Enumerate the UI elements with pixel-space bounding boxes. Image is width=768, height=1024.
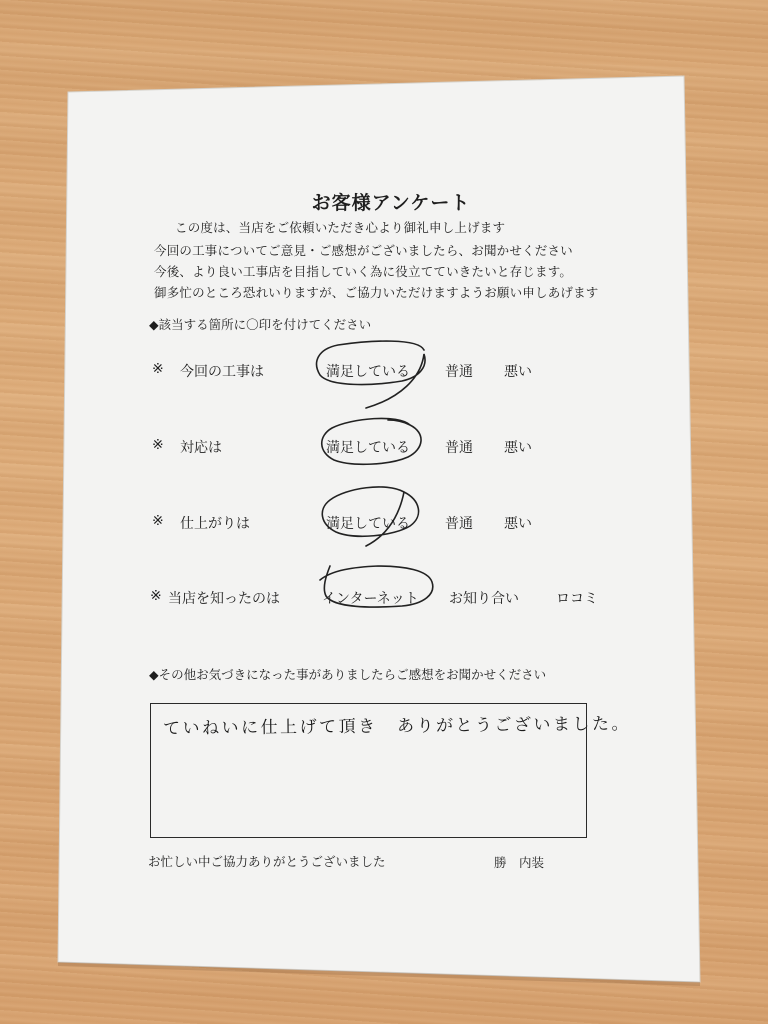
q1-option-bad[interactable]: 悪い [504,364,532,380]
intro-line-2: 今回の工事についてご意見・ご感想がございましたら、お聞かせください [154,243,573,258]
q2-option-bad[interactable]: 悪い [504,440,532,456]
circle-instruction: ◆該当する箇所に〇印を付けてください [149,317,372,332]
q4-option-internet[interactable]: インターネット [322,591,419,607]
q2-option-satisfied[interactable]: 満足している [326,440,410,456]
comment-prompt: ◆その他お気づきになった事がありましたらご感想をお聞かせください [149,667,547,682]
handwritten-comment: ていねいに仕上げて頂き ありがとうございました。 [162,714,632,739]
q4-prefix: ※ [150,588,162,604]
q3-option-normal[interactable]: 普通 [445,516,473,532]
footer-thanks: お忙しい中ご協力ありがとうございました [148,854,386,869]
intro-line-1: この度は、当店をご依頼いただき心より御礼申し上げます [175,220,506,235]
q1-option-normal[interactable]: 普通 [445,364,473,380]
q2-prefix: ※ [152,437,164,453]
q2-option-normal[interactable]: 普通 [445,440,473,456]
q2-label: 対応は [180,440,222,456]
q3-prefix: ※ [152,513,164,529]
comment-box[interactable] [150,703,632,838]
q4-option-acquaintance[interactable]: お知り合い [449,591,519,607]
q4-label: 当店を知ったのは [168,591,280,607]
q1-prefix: ※ [152,361,164,377]
intro-line-3: 今後、より良い工事店を目指していく為に役立てていきたいと存じます。 [154,264,573,279]
q1-label: 今回の工事は [180,364,264,380]
q3-option-satisfied[interactable]: 満足している [326,516,410,532]
q1-option-satisfied[interactable]: 満足している [326,364,410,380]
page-title: お客様アンケート [311,192,471,214]
q4-option-word-of-mouth[interactable]: ロコミ [556,591,598,607]
company-name: 勝 内装 [494,855,545,870]
q3-label: 仕上がりは [180,516,250,532]
q3-option-bad[interactable]: 悪い [504,516,532,532]
intro-line-4: 御多忙のところ恐れいりますが、ご協力いただけますようお願い申しあげます [154,285,599,300]
